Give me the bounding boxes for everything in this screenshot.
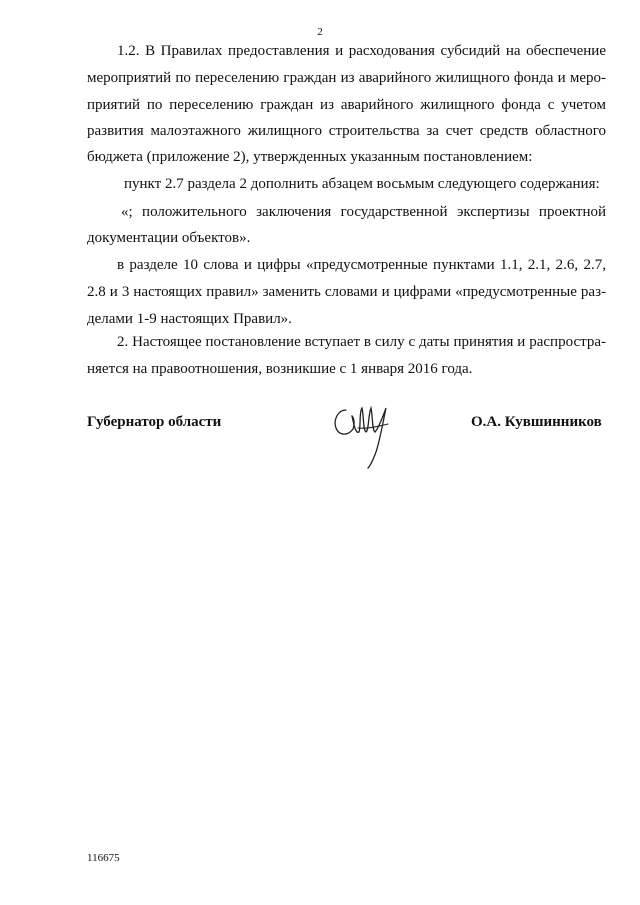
text-line: бюджета (приложение 2), утвержденных указанным постановлением: [87, 149, 533, 165]
text-line: приятий по переселению граждан из аварийного жилищного фонда с учетом [87, 97, 606, 113]
text-line: 1.2. В Правилах предоставления и расходования субсидий на обеспечение [117, 43, 606, 59]
text-line: делами 1-9 настоящих Правил». [87, 311, 292, 327]
text-line: развития малоэтажного жилищного строительства за счет средств областного [87, 123, 606, 139]
text-line: 2.8 и 3 настоящих правил» заменить словами и цифрами «предусмотренные раз- [87, 284, 606, 300]
handwritten-signature [328, 396, 398, 471]
text-line: в разделе 10 слова и цифры «предусмотренные пунктами 1.1, 2.1, 2.6, 2.7, [117, 257, 606, 273]
signer-title: Губернатор области [87, 414, 222, 430]
text-line: мероприятий по переселению граждан из аварийного жилищного фонда и меро- [87, 70, 606, 86]
text-line: «; положительного заключения государственной экспертизы проектной [121, 204, 606, 220]
text-line: документации объектов». [87, 230, 251, 246]
text-line: 2. Настоящее постановление вступает в силу с даты принятия и распростра- [117, 334, 606, 350]
page-number: 2 [317, 26, 323, 38]
text-line: няется на правоотношения, возникшие с 1 января 2016 года. [87, 361, 473, 377]
text-line: пункт 2.7 раздела 2 дополнить абзацем восьмым следующего содержания: [124, 176, 600, 192]
signature-block [0, 396, 640, 476]
signer-name: О.А. Кувшинников [471, 414, 602, 430]
document-code: 116675 [87, 852, 120, 864]
